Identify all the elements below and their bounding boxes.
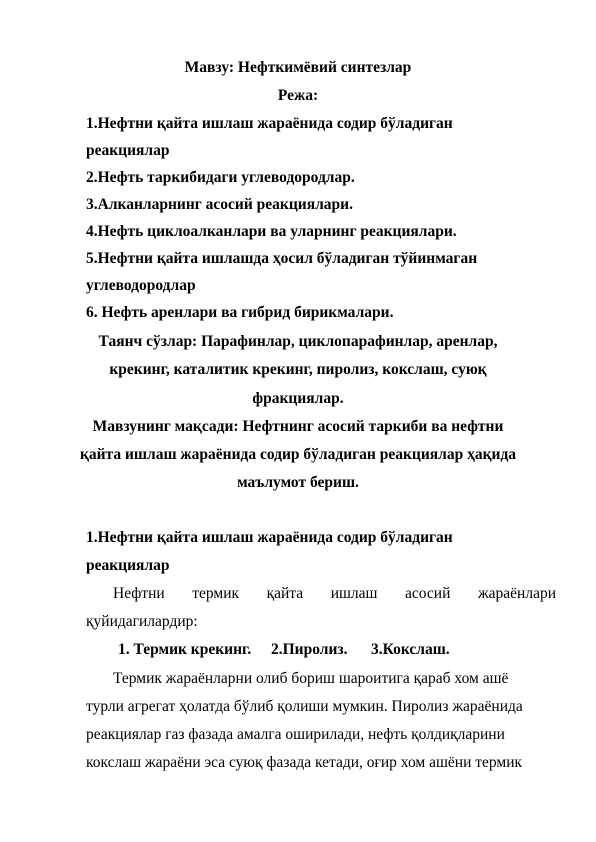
body-line: турли агрегат ҳолатда бўлиб қолиши мумкин. Пиролиз жараёнида	[86, 698, 523, 715]
topic-title: Мавзу: Нефткимёвий синтезлар	[184, 59, 412, 76]
process-item: 2.Пиролиз.	[271, 641, 348, 658]
process-item: 3.Кокслаш.	[371, 641, 450, 658]
plan-item: 3.Алканларнинг асосий реакциялари.	[86, 196, 353, 213]
plan-item: реакциялар	[86, 142, 170, 159]
intro-word: Нефтни	[113, 585, 165, 602]
plan-item: углеводородлар	[86, 277, 196, 294]
plan-item: 2.Нефть таркибидаги углеводородлар.	[86, 169, 355, 186]
body-line: кокслаш жараёни эса суюқ фазада кетади, оғир хом ашёни термик	[86, 754, 523, 771]
goal-line: маълумот бериш.	[237, 474, 359, 491]
section-heading: 1.Нефтни қайта ишлаш жараёнида содир бўладиган	[86, 529, 453, 546]
intro-word: асосий	[405, 585, 451, 602]
keywords-line: Таянч сўзлар: Парафинлар, циклопарафинлар, аренлар,	[98, 333, 498, 350]
body-line: Термик жараёнларни олиб бориш шароитига қараб хом ашё	[113, 670, 509, 687]
section-heading: реакциялар	[86, 557, 170, 574]
goal-line: Мавзунинг мақсади: Нефтнинг асосий таркиби ва нефтни	[92, 418, 504, 435]
keywords-line: крекинг, каталитик крекинг, пиролиз, кокслаш, суюқ	[109, 361, 487, 378]
plan-item: 4.Нефть циклоалканлари ва уларнинг реакциялари.	[86, 223, 457, 240]
process-item: 1. Термик крекинг.	[118, 641, 252, 658]
keywords-line: фракциялар.	[252, 390, 344, 407]
body-line: реакциялар газ фазада амалга оширилади, нефть қолдиқларини	[86, 726, 505, 743]
intro-line	[113, 584, 556, 604]
intro-word: ишлаш	[330, 585, 378, 602]
intro-line-2: қуйидагилардир:	[86, 613, 198, 630]
intro-word: жараёнлари	[477, 585, 556, 602]
plan-item: 1.Нефтни қайта ишлаш жараёнида содир бўладиган	[86, 115, 453, 132]
plan-heading: Режа:	[277, 87, 319, 104]
plan-item: 6. Нефть аренлари ва гибрид бирикмалари.	[86, 304, 394, 321]
goal-line: қайта ишлаш жараёнида содир бўладиган реакциялар ҳақида	[79, 446, 517, 463]
intro-word: термик	[192, 585, 240, 602]
intro-word: қайта	[266, 585, 304, 602]
plan-item: 5.Нефтни қайта ишлашда ҳосил бўладиган тўйинмаган	[86, 250, 478, 267]
